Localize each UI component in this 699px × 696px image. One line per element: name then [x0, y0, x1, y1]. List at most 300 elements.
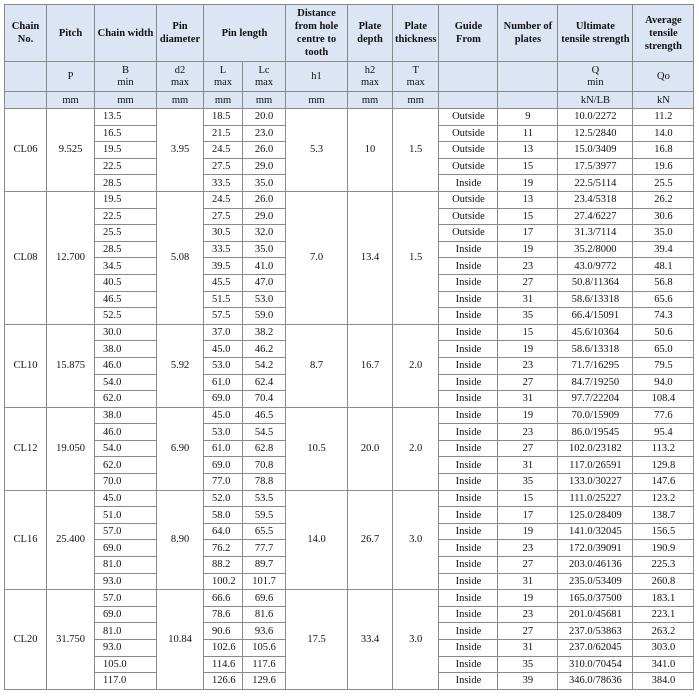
number-of-plates-cell: 23	[498, 540, 558, 557]
pin-length-lc-cell: 26.0	[243, 191, 286, 208]
chain-width-cell: 30.0	[95, 324, 157, 341]
symbol-plate-depth-sub: max	[360, 76, 380, 88]
number-of-plates-cell: 31	[498, 391, 558, 408]
ultimate-tensile-cell: 31.3/7114	[558, 225, 633, 242]
pin-length-l-cell: 33.5	[204, 175, 243, 192]
pin-length-lc-cell: 53.5	[243, 490, 286, 507]
pin-length-lc-cell: 70.8	[243, 457, 286, 474]
number-of-plates-cell: 19	[498, 341, 558, 358]
unit-chain-no	[5, 92, 47, 109]
guide-from-cell: Outside	[439, 142, 498, 159]
plate-thickness-cell: 3.0	[393, 490, 439, 590]
table-row	[5, 490, 694, 507]
chain-no-cell: CL20	[5, 590, 47, 690]
pin-length-l-cell: 100.2	[204, 573, 243, 590]
pin-length-lc-cell: 62.4	[243, 374, 286, 391]
pin-length-l-cell: 53.0	[204, 357, 243, 374]
chain-spec-table	[4, 4, 694, 690]
pin-diameter-cell: 6.90	[157, 407, 204, 490]
symbol-pin-length-lc-main: Lc	[258, 64, 270, 76]
ultimate-tensile-cell: 10.0/2272	[558, 109, 633, 126]
symbol-pin-length-lc-sub: max	[254, 76, 274, 88]
pin-length-lc-cell: 89.7	[243, 557, 286, 574]
number-of-plates-cell: 35	[498, 308, 558, 325]
chain-width-cell: 93.0	[95, 640, 157, 657]
number-of-plates-cell: 39	[498, 673, 558, 690]
ultimate-tensile-cell: 125.0/28409	[558, 507, 633, 524]
guide-from-cell: Inside	[439, 241, 498, 258]
table-header	[5, 5, 694, 109]
ultimate-tensile-cell: 12.5/2840	[558, 125, 633, 142]
symbol-ultimate-tensile-main: Q	[591, 64, 600, 76]
average-tensile-cell: 26.2	[633, 191, 694, 208]
ultimate-tensile-cell: 70.0/15909	[558, 407, 633, 424]
col-number-of-plates: Number of plates	[498, 5, 558, 62]
chain-no-cell: CL16	[5, 490, 47, 590]
number-of-plates-cell: 9	[498, 109, 558, 126]
pin-length-l-cell: 53.0	[204, 424, 243, 441]
average-tensile-cell: 56.8	[633, 274, 694, 291]
symbol-plate-depth-main: h2	[364, 64, 376, 76]
unit-pitch: mm	[47, 92, 95, 109]
table-row	[5, 407, 694, 424]
pin-length-l-cell: 51.5	[204, 291, 243, 308]
symbol-pin-diameter-main: d2	[174, 64, 186, 76]
average-tensile-cell: 30.6	[633, 208, 694, 225]
guide-from-cell: Inside	[439, 540, 498, 557]
unit-plate-depth: mm	[348, 92, 393, 109]
pin-length-lc-cell: 23.0	[243, 125, 286, 142]
col-pitch: Pitch	[47, 5, 95, 62]
number-of-plates-cell: 19	[498, 241, 558, 258]
pin-length-l-cell: 58.0	[204, 507, 243, 524]
average-tensile-cell: 113.2	[633, 440, 694, 457]
guide-from-cell: Inside	[439, 623, 498, 640]
pitch-cell: 12.700	[47, 191, 95, 324]
pin-length-lc-cell: 38.2	[243, 324, 286, 341]
pin-length-lc-cell: 29.0	[243, 158, 286, 175]
chain-width-cell: 81.0	[95, 557, 157, 574]
col-guide-from: Guide From	[439, 5, 498, 62]
unit-pin-length-lc: mm	[243, 92, 286, 109]
chain-no-cell: CL10	[5, 324, 47, 407]
pin-length-lc-cell: 53.0	[243, 291, 286, 308]
symbol-pin-length-l-sub: max	[213, 76, 233, 88]
ultimate-tensile-cell: 15.0/3409	[558, 142, 633, 159]
number-of-plates-cell: 23	[498, 357, 558, 374]
guide-from-cell: Outside	[439, 208, 498, 225]
chain-width-cell: 69.0	[95, 606, 157, 623]
pin-diameter-cell: 5.08	[157, 191, 204, 324]
average-tensile-cell: 384.0	[633, 673, 694, 690]
pin-length-l-cell: 52.0	[204, 490, 243, 507]
header-row-symbols	[5, 62, 694, 92]
pin-length-l-cell: 33.5	[204, 241, 243, 258]
average-tensile-cell: 129.8	[633, 457, 694, 474]
symbol-average-tensile: Qo	[633, 62, 694, 92]
table-row	[5, 109, 694, 126]
distance-cell: 8.7	[286, 324, 348, 407]
pin-length-l-cell: 88.2	[204, 557, 243, 574]
ultimate-tensile-cell: 58.6/13318	[558, 291, 633, 308]
pin-length-lc-cell: 35.0	[243, 175, 286, 192]
header-row-titles	[5, 5, 694, 62]
ultimate-tensile-cell: 97.7/22204	[558, 391, 633, 408]
ultimate-tensile-cell: 22.5/5114	[558, 175, 633, 192]
ultimate-tensile-cell: 23.4/5318	[558, 191, 633, 208]
symbol-ultimate-tensile-sub: min	[587, 76, 604, 88]
average-tensile-cell: 50.6	[633, 324, 694, 341]
col-distance: Distance from hole centre to tooth	[286, 5, 348, 62]
pin-length-lc-cell: 46.2	[243, 341, 286, 358]
number-of-plates-cell: 15	[498, 324, 558, 341]
guide-from-cell: Inside	[439, 357, 498, 374]
guide-from-cell: Inside	[439, 407, 498, 424]
chain-no-cell: CL08	[5, 191, 47, 324]
pin-length-lc-cell: 77.7	[243, 540, 286, 557]
plate-depth-cell: 13.4	[348, 191, 393, 324]
symbol-pitch: P	[47, 62, 95, 92]
unit-chain-width: mm	[95, 92, 157, 109]
guide-from-cell: Inside	[439, 523, 498, 540]
unit-pin-diameter: mm	[157, 92, 204, 109]
pin-length-lc-cell: 101.7	[243, 573, 286, 590]
guide-from-cell: Inside	[439, 573, 498, 590]
chain-width-cell: 28.5	[95, 175, 157, 192]
ultimate-tensile-cell: 66.4/15091	[558, 308, 633, 325]
average-tensile-cell: 14.0	[633, 125, 694, 142]
chain-width-cell: 38.0	[95, 341, 157, 358]
chain-width-cell: 19.5	[95, 191, 157, 208]
average-tensile-cell: 65.0	[633, 341, 694, 358]
average-tensile-cell: 74.3	[633, 308, 694, 325]
chain-width-cell: 28.5	[95, 241, 157, 258]
guide-from-cell: Inside	[439, 457, 498, 474]
average-tensile-cell: 147.6	[633, 474, 694, 491]
pin-length-l-cell: 64.0	[204, 523, 243, 540]
plate-depth-cell: 20.0	[348, 407, 393, 490]
symbol-plate-thickness-main: T	[412, 64, 419, 76]
number-of-plates-cell: 35	[498, 474, 558, 491]
unit-pin-length-l: mm	[204, 92, 243, 109]
pin-length-l-cell: 27.5	[204, 208, 243, 225]
guide-from-cell: Inside	[439, 274, 498, 291]
number-of-plates-cell: 19	[498, 523, 558, 540]
guide-from-cell: Inside	[439, 175, 498, 192]
ultimate-tensile-cell: 235.0/53409	[558, 573, 633, 590]
pin-length-lc-cell: 59.0	[243, 308, 286, 325]
number-of-plates-cell: 27	[498, 557, 558, 574]
col-chain-no: Chain No.	[5, 5, 47, 62]
pin-length-l-cell: 45.0	[204, 407, 243, 424]
ultimate-tensile-cell: 310.0/70454	[558, 656, 633, 673]
chain-width-cell: 46.5	[95, 291, 157, 308]
distance-cell: 7.0	[286, 191, 348, 324]
pitch-cell: 25.400	[47, 490, 95, 590]
table-row	[5, 590, 694, 607]
average-tensile-cell: 263.2	[633, 623, 694, 640]
col-plate-depth: Plate depth	[348, 5, 393, 62]
chain-width-cell: 117.0	[95, 673, 157, 690]
chain-width-cell: 81.0	[95, 623, 157, 640]
plate-thickness-cell: 1.5	[393, 191, 439, 324]
guide-from-cell: Outside	[439, 109, 498, 126]
ultimate-tensile-cell: 133.0/30227	[558, 474, 633, 491]
unit-number-of-plates	[498, 92, 558, 109]
pin-length-lc-cell: 41.0	[243, 258, 286, 275]
chain-width-cell: 70.0	[95, 474, 157, 491]
ultimate-tensile-cell: 27.4/6227	[558, 208, 633, 225]
chain-width-cell: 45.0	[95, 490, 157, 507]
plate-depth-cell: 26.7	[348, 490, 393, 590]
symbol-chain-no	[5, 62, 47, 92]
pin-length-l-cell: 76.2	[204, 540, 243, 557]
average-tensile-cell: 79.5	[633, 357, 694, 374]
chain-width-cell: 69.0	[95, 540, 157, 557]
col-pin-diameter: Pin diameter	[157, 5, 204, 62]
number-of-plates-cell: 31	[498, 291, 558, 308]
guide-from-cell: Inside	[439, 374, 498, 391]
symbol-plate-thickness	[393, 62, 439, 92]
number-of-plates-cell: 13	[498, 142, 558, 159]
table-row	[5, 191, 694, 208]
average-tensile-cell: 35.0	[633, 225, 694, 242]
number-of-plates-cell: 15	[498, 158, 558, 175]
plate-depth-cell: 33.4	[348, 590, 393, 690]
ultimate-tensile-cell: 203.0/46136	[558, 557, 633, 574]
symbol-chain-width-main: B	[121, 64, 129, 76]
guide-from-cell: Inside	[439, 640, 498, 657]
col-chain-width: Chain width	[95, 5, 157, 62]
guide-from-cell: Inside	[439, 440, 498, 457]
plate-thickness-cell: 2.0	[393, 407, 439, 490]
ultimate-tensile-cell: 86.0/19545	[558, 424, 633, 441]
chain-width-cell: 62.0	[95, 391, 157, 408]
ultimate-tensile-cell: 111.0/25227	[558, 490, 633, 507]
table-row	[5, 324, 694, 341]
symbol-chain-width	[95, 62, 157, 92]
pin-length-l-cell: 57.5	[204, 308, 243, 325]
chain-width-cell: 25.5	[95, 225, 157, 242]
average-tensile-cell: 65.6	[633, 291, 694, 308]
pin-length-l-cell: 102.6	[204, 640, 243, 657]
guide-from-cell: Outside	[439, 125, 498, 142]
unit-ultimate-tensile: kN/LB	[558, 92, 633, 109]
guide-from-cell: Inside	[439, 606, 498, 623]
guide-from-cell: Inside	[439, 474, 498, 491]
number-of-plates-cell: 15	[498, 208, 558, 225]
pin-length-lc-cell: 70.4	[243, 391, 286, 408]
guide-from-cell: Inside	[439, 507, 498, 524]
chain-width-cell: 22.5	[95, 158, 157, 175]
number-of-plates-cell: 23	[498, 258, 558, 275]
pin-length-l-cell: 45.0	[204, 341, 243, 358]
average-tensile-cell: 25.5	[633, 175, 694, 192]
ultimate-tensile-cell: 165.0/37500	[558, 590, 633, 607]
number-of-plates-cell: 13	[498, 191, 558, 208]
pin-length-l-cell: 61.0	[204, 374, 243, 391]
average-tensile-cell: 190.9	[633, 540, 694, 557]
number-of-plates-cell: 19	[498, 407, 558, 424]
ultimate-tensile-cell: 237.0/53863	[558, 623, 633, 640]
pin-length-lc-cell: 93.6	[243, 623, 286, 640]
pin-length-lc-cell: 46.5	[243, 407, 286, 424]
average-tensile-cell: 123.2	[633, 490, 694, 507]
chain-width-cell: 34.5	[95, 258, 157, 275]
pin-length-lc-cell: 54.5	[243, 424, 286, 441]
pin-length-l-cell: 66.6	[204, 590, 243, 607]
average-tensile-cell: 94.0	[633, 374, 694, 391]
table-body	[5, 109, 694, 690]
chain-width-cell: 105.0	[95, 656, 157, 673]
guide-from-cell: Inside	[439, 590, 498, 607]
average-tensile-cell: 225.3	[633, 557, 694, 574]
symbol-pin-length-l-main: L	[219, 64, 227, 76]
number-of-plates-cell: 27	[498, 374, 558, 391]
average-tensile-cell: 48.1	[633, 258, 694, 275]
ultimate-tensile-cell: 58.6/13318	[558, 341, 633, 358]
symbol-guide-from	[439, 62, 498, 92]
pin-length-l-cell: 39.5	[204, 258, 243, 275]
guide-from-cell: Inside	[439, 291, 498, 308]
ultimate-tensile-cell: 84.7/19250	[558, 374, 633, 391]
pin-length-lc-cell: 47.0	[243, 274, 286, 291]
pin-length-l-cell: 61.0	[204, 440, 243, 457]
number-of-plates-cell: 23	[498, 424, 558, 441]
number-of-plates-cell: 11	[498, 125, 558, 142]
number-of-plates-cell: 31	[498, 457, 558, 474]
pin-length-l-cell: 24.5	[204, 142, 243, 159]
plate-depth-cell: 16.7	[348, 324, 393, 407]
header-row-units	[5, 92, 694, 109]
pin-length-l-cell: 30.5	[204, 225, 243, 242]
pin-length-lc-cell: 81.6	[243, 606, 286, 623]
average-tensile-cell: 156.5	[633, 523, 694, 540]
ultimate-tensile-cell: 102.0/23182	[558, 440, 633, 457]
chain-width-cell: 38.0	[95, 407, 157, 424]
pin-length-lc-cell: 20.0	[243, 109, 286, 126]
pin-length-l-cell: 114.6	[204, 656, 243, 673]
chain-no-cell: CL12	[5, 407, 47, 490]
ultimate-tensile-cell: 117.0/26591	[558, 457, 633, 474]
average-tensile-cell: 16.8	[633, 142, 694, 159]
ultimate-tensile-cell: 35.2/8000	[558, 241, 633, 258]
guide-from-cell: Inside	[439, 673, 498, 690]
pin-length-lc-cell: 117.6	[243, 656, 286, 673]
pin-diameter-cell: 5.92	[157, 324, 204, 407]
number-of-plates-cell: 31	[498, 573, 558, 590]
distance-cell: 14.0	[286, 490, 348, 590]
chain-width-cell: 51.0	[95, 507, 157, 524]
ultimate-tensile-cell: 201.0/45681	[558, 606, 633, 623]
average-tensile-cell: 183.1	[633, 590, 694, 607]
pin-length-l-cell: 78.6	[204, 606, 243, 623]
pin-length-l-cell: 69.0	[204, 457, 243, 474]
distance-cell: 17.5	[286, 590, 348, 690]
chain-width-cell: 40.5	[95, 274, 157, 291]
number-of-plates-cell: 19	[498, 590, 558, 607]
pin-length-lc-cell: 35.0	[243, 241, 286, 258]
guide-from-cell: Inside	[439, 490, 498, 507]
guide-from-cell: Inside	[439, 656, 498, 673]
guide-from-cell: Inside	[439, 557, 498, 574]
number-of-plates-cell: 27	[498, 623, 558, 640]
symbol-pin-diameter-sub: max	[170, 76, 190, 88]
col-ultimate-tensile: Ultimate tensile strength	[558, 5, 633, 62]
pin-length-l-cell: 27.5	[204, 158, 243, 175]
chain-no-cell: CL06	[5, 109, 47, 192]
number-of-plates-cell: 19	[498, 175, 558, 192]
ultimate-tensile-cell: 50.8/11364	[558, 274, 633, 291]
unit-average-tensile: kN	[633, 92, 694, 109]
symbol-pin-length-lc	[243, 62, 286, 92]
chain-width-cell: 57.0	[95, 590, 157, 607]
pin-length-l-cell: 45.5	[204, 274, 243, 291]
pitch-cell: 9.525	[47, 109, 95, 192]
ultimate-tensile-cell: 237.0/62045	[558, 640, 633, 657]
chain-width-cell: 54.0	[95, 374, 157, 391]
plate-thickness-cell: 3.0	[393, 590, 439, 690]
pin-length-lc-cell: 32.0	[243, 225, 286, 242]
pin-length-l-cell: 18.5	[204, 109, 243, 126]
pin-length-lc-cell: 54.2	[243, 357, 286, 374]
number-of-plates-cell: 27	[498, 440, 558, 457]
chain-width-cell: 19.5	[95, 142, 157, 159]
pin-diameter-cell: 8.90	[157, 490, 204, 590]
average-tensile-cell: 223.1	[633, 606, 694, 623]
average-tensile-cell: 39.4	[633, 241, 694, 258]
col-average-tensile: Average tensile strength	[633, 5, 694, 62]
pin-length-lc-cell: 78.8	[243, 474, 286, 491]
number-of-plates-cell: 31	[498, 640, 558, 657]
pitch-cell: 19.050	[47, 407, 95, 490]
pin-length-lc-cell: 105.6	[243, 640, 286, 657]
number-of-plates-cell: 17	[498, 507, 558, 524]
guide-from-cell: Inside	[439, 258, 498, 275]
chain-width-cell: 13.5	[95, 109, 157, 126]
pin-length-lc-cell: 29.0	[243, 208, 286, 225]
pitch-cell: 31.750	[47, 590, 95, 690]
guide-from-cell: Inside	[439, 324, 498, 341]
number-of-plates-cell: 17	[498, 225, 558, 242]
chain-width-cell: 93.0	[95, 573, 157, 590]
guide-from-cell: Outside	[439, 191, 498, 208]
pin-length-lc-cell: 62.8	[243, 440, 286, 457]
average-tensile-cell: 11.2	[633, 109, 694, 126]
guide-from-cell: Outside	[439, 158, 498, 175]
average-tensile-cell: 260.8	[633, 573, 694, 590]
ultimate-tensile-cell: 43.0/9772	[558, 258, 633, 275]
symbol-distance: h1	[286, 62, 348, 92]
pin-length-l-cell: 21.5	[204, 125, 243, 142]
chain-width-cell: 46.0	[95, 424, 157, 441]
average-tensile-cell: 95.4	[633, 424, 694, 441]
unit-guide-from	[439, 92, 498, 109]
symbol-plate-thickness-sub: max	[406, 76, 425, 88]
pitch-cell: 15.875	[47, 324, 95, 407]
col-plate-thickness: Plate thickness	[393, 5, 439, 62]
plate-depth-cell: 10	[348, 109, 393, 192]
chain-width-cell: 54.0	[95, 440, 157, 457]
average-tensile-cell: 341.0	[633, 656, 694, 673]
average-tensile-cell: 77.6	[633, 407, 694, 424]
pin-length-lc-cell: 26.0	[243, 142, 286, 159]
guide-from-cell: Inside	[439, 424, 498, 441]
pin-length-lc-cell: 129.6	[243, 673, 286, 690]
ultimate-tensile-cell: 45.6/10364	[558, 324, 633, 341]
pin-diameter-cell: 3.95	[157, 109, 204, 192]
average-tensile-cell: 19.6	[633, 158, 694, 175]
